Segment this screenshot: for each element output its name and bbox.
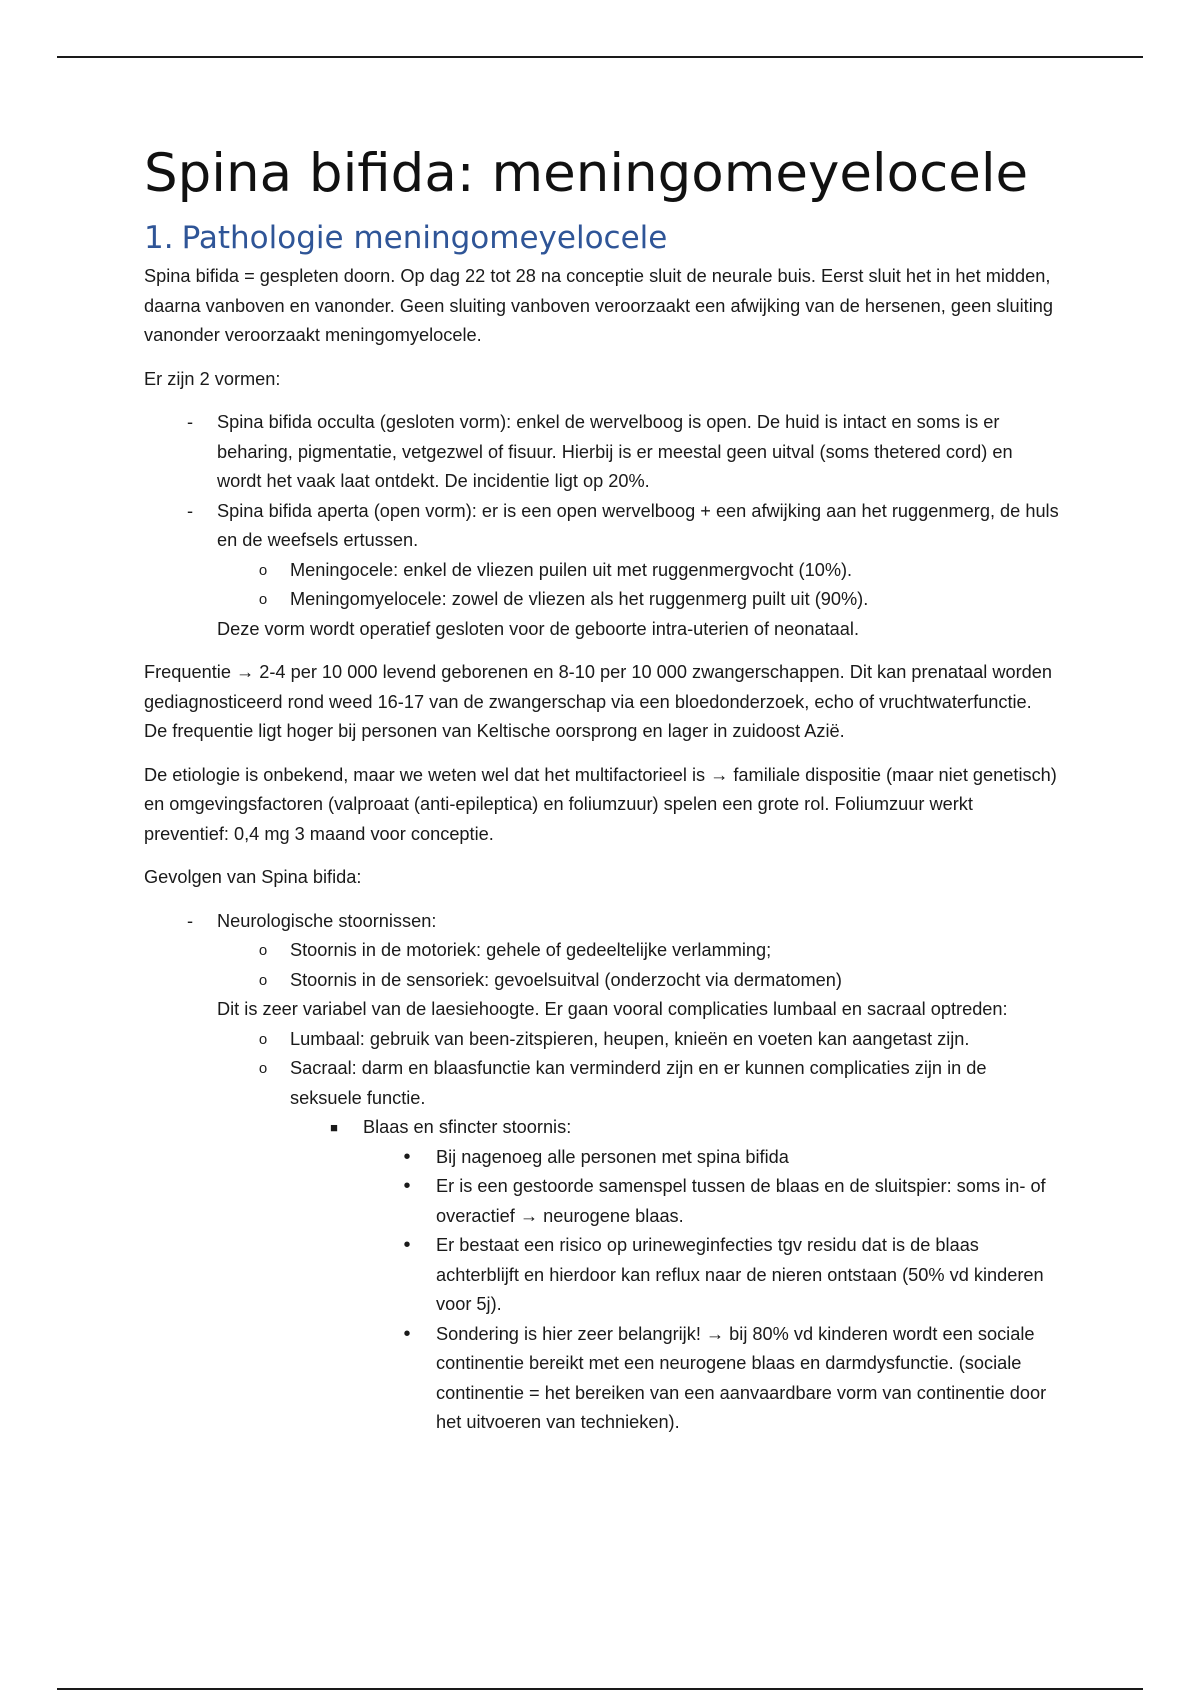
list-item-aperta [144, 497, 1060, 645]
bullet-marker: • [403, 1145, 411, 1168]
list-item [290, 1113, 1060, 1438]
list-item [363, 1172, 1060, 1231]
list-item-text: Er bestaat een risico op urineweginfecties tgv residu dat is de blaas achterblijft en hierdoor kan reflux naar de nieren ontstaan (50% vd kinderen voor 5j). [436, 1235, 1044, 1314]
neuro-sublist [217, 936, 1060, 995]
etiology-paragraph: De etiologie is onbekend, maar we weten wel dat het multifactorieel is → familiale dispositie (maar niet genetisch) en omgevingsfactoren (valproaat (anti-epileptica) en foliumzuur) spelen een grote rol. Foliumzuur werkt preventief: 0,4 mg 3 maand voor conceptie. [144, 764, 1057, 844]
list-item-text: Lumbaal: gebruik van been-zitspieren, heupen, knieën en voeten kan aangetast zijn. [290, 1028, 970, 1049]
list-item-text: Sacraal: darm en blaasfunctie kan verminderd zijn en er kunnen complicaties zijn in de seksuele functie. [290, 1058, 987, 1108]
list-item-text: Spina bifida occulta (gesloten vorm): enkel de wervelboog is open. De huid is intact en soms is er beharing, pigmentatie, vetgezwel of fisuur. Hierbij is er meestal geen uitval (soms thetered cord) en wordt het vaak laat ontdekt. De incidentie ligt op 20%. [217, 412, 1013, 491]
sacral-sublist [290, 1113, 1060, 1438]
section-number: 1. [144, 220, 174, 256]
list-item-text: Spina bifida aperta (open vorm): er is een open wervelboog + een afwijking aan het ruggenmerg, de huls en de weefsels ertussen. [217, 500, 1059, 550]
bladder-sublist [363, 1143, 1060, 1438]
dash-marker: - [186, 412, 194, 432]
bullet-marker: • [403, 1322, 411, 1345]
laesion-note: Dit is zeer variabel van de laesiehoogte. Er gaan vooral complicaties lumbaal en sacraal optreden: [217, 999, 1008, 1019]
consequences-intro: Gevolgen van Spina bifida: [144, 867, 362, 887]
forms-intro: Er zijn 2 vormen: [144, 368, 281, 389]
bullet-marker: • [403, 1175, 411, 1197]
document-title: Spina bifida: meningomeyelocele [144, 143, 1029, 204]
list-item [217, 585, 1060, 615]
list-item-text: Neurologische stoornissen: [217, 910, 437, 931]
document-body [144, 138, 1060, 1452]
list-item [217, 556, 1060, 586]
list-item-text: Blaas en sfincter stoornis: [363, 1117, 572, 1137]
list-item [363, 1320, 1060, 1438]
header-rule [57, 56, 1143, 58]
list-item-text: Bij nagenoeg alle personen met spina bifida [436, 1146, 789, 1167]
circle-marker: o [258, 1030, 268, 1048]
dash-marker: - [186, 910, 194, 931]
list-item [217, 1025, 1060, 1055]
bullet-marker: • [403, 1234, 411, 1256]
list-item [363, 1231, 1060, 1320]
section-heading [144, 218, 1060, 258]
circle-marker: o [258, 1060, 268, 1077]
aperta-sublist [217, 556, 1060, 615]
list-item-text: Stoornis in de sensoriek: gevoelsuitval (onderzocht via dermatomen) [290, 969, 842, 990]
aperta-note: Deze vorm wordt operatief gesloten voor de geboorte intra-uterien of neonataal. [217, 618, 859, 639]
list-item [217, 966, 1060, 996]
list-item-text: Meningomyelocele: zowel de vliezen als het ruggenmerg puilt uit (90%). [290, 589, 869, 609]
circle-marker: o [258, 561, 268, 579]
section-title: Pathologie meningomeyelocele [181, 220, 668, 256]
footer-rule [57, 1688, 1143, 1690]
consequences-list [144, 907, 1060, 1438]
circle-marker: o [258, 971, 268, 989]
list-item-text: Stoornis in de motoriek: gehele of gedeeltelijke verlamming; [290, 940, 772, 960]
frequency-paragraph: Frequentie → 2-4 per 10 000 levend geborenen en 8-10 per 10 000 zwangerschappen. Dit kan prenataal worden gediagnosticeerd rond weed 16-17 van de zwangerschap via een bloedonderzoek, echo of vruchtwaterfunctie. De frequentie ligt hoger bij personen van Keltische oorsprong en lager in zuidoost Azië. [144, 662, 1052, 741]
circle-marker: o [258, 591, 268, 608]
intro-paragraph: Spina bifida = gespleten doorn. Op dag 22 tot 28 na conceptie sluit de neurale buis. Eerst sluit het in het midden, daarna vanboven en vanonder. Geen sluiting vanboven veroorzaakt een afwijking van de hersenen, geen sluiting vanonder veroorzaakt meningomyelocele. [144, 266, 1053, 345]
list-item-text: Meningocele: enkel de vliezen puilen uit met ruggenmergvocht (10%). [290, 559, 853, 580]
circle-marker: o [258, 942, 268, 959]
list-item-text: Er is een gestoorde samenspel tussen de blaas en de sluitspier: soms in- of overactief → neurogene blaas. [436, 1176, 1046, 1226]
square-marker: ■ [330, 1120, 338, 1135]
list-item-neuro [144, 907, 1060, 1438]
regions-sublist [217, 1025, 1060, 1438]
list-item-occulta [144, 408, 1060, 497]
list-item [217, 936, 1060, 966]
forms-list [144, 408, 1060, 644]
dash-marker: - [186, 500, 194, 521]
list-item [217, 1054, 1060, 1438]
list-item-text: Sondering is hier zeer belangrijk! → bij 80% vd kinderen wordt een sociale continentie bereikt met een neurogene blaas en darmdysfunctie. (sociale continentie = het bereiken van een aanvaardbare vorm van continentie door het uitvoeren van technieken). [436, 1323, 1047, 1432]
list-item [363, 1143, 1060, 1173]
